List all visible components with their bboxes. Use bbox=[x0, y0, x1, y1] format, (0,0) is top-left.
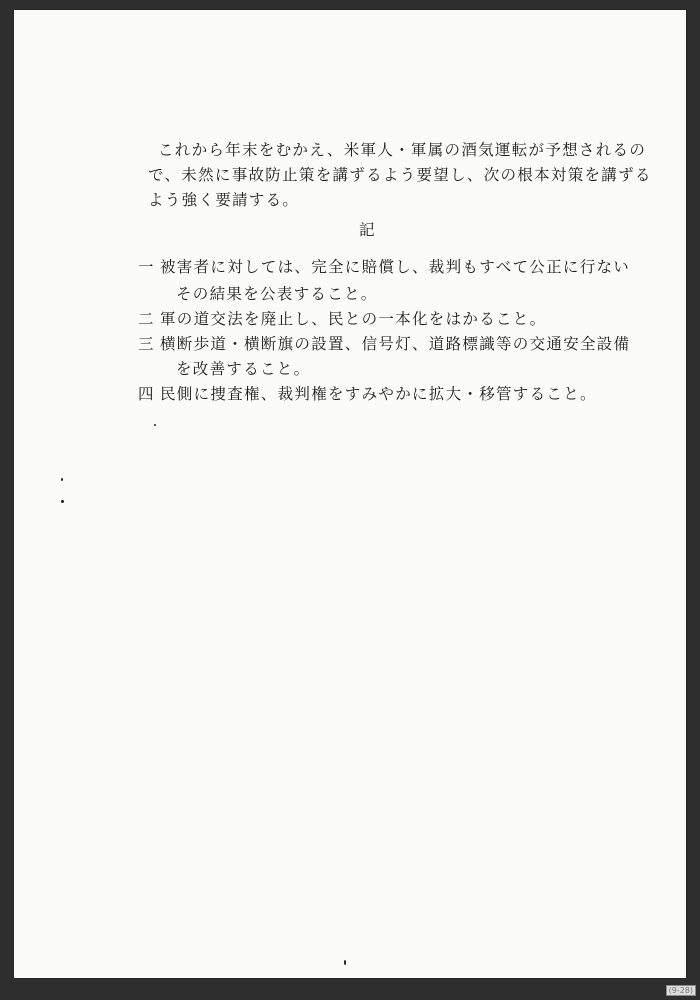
intro-line-1: これから年末をむかえ、米軍人・軍属の酒気運転が予想されるの bbox=[158, 141, 647, 159]
item-3-line-1: 横断歩道・横断旗の設置、信号灯、道路標識等の交通安全設備 bbox=[160, 335, 631, 353]
intro-line-3: よう強く要請する。 bbox=[148, 191, 300, 209]
archive-stamp: (9-28) bbox=[666, 985, 696, 996]
item-marker-2: 二 bbox=[138, 310, 154, 328]
paper-speck bbox=[154, 424, 156, 426]
intro-line-2: で、未然に事故防止策を講ずるよう要望し、次の根本対策を講ずる bbox=[148, 166, 652, 184]
item-marker-4: 四 bbox=[138, 385, 154, 403]
item-4-line-1: 民側に捜査権、裁判権をすみやかに拡大・移管すること。 bbox=[160, 385, 597, 403]
document-page bbox=[14, 10, 686, 978]
item-marker-1: 一 bbox=[138, 258, 154, 276]
item-2-line-1: 軍の道交法を廃止し、民との一本化をはかること。 bbox=[160, 310, 547, 328]
item-1-line-1: 被害者に対しては、完全に賠償し、裁判もすべて公正に行ない bbox=[160, 258, 631, 276]
ki-heading: 記 bbox=[359, 221, 375, 239]
item-3-line-2: を改善すること。 bbox=[176, 360, 311, 378]
paper-speck bbox=[61, 478, 63, 481]
item-1-line-2: その結果を公表すること。 bbox=[176, 285, 378, 303]
paper-speck bbox=[61, 500, 64, 503]
paper-speck bbox=[344, 960, 346, 965]
item-marker-3: 三 bbox=[138, 335, 154, 353]
